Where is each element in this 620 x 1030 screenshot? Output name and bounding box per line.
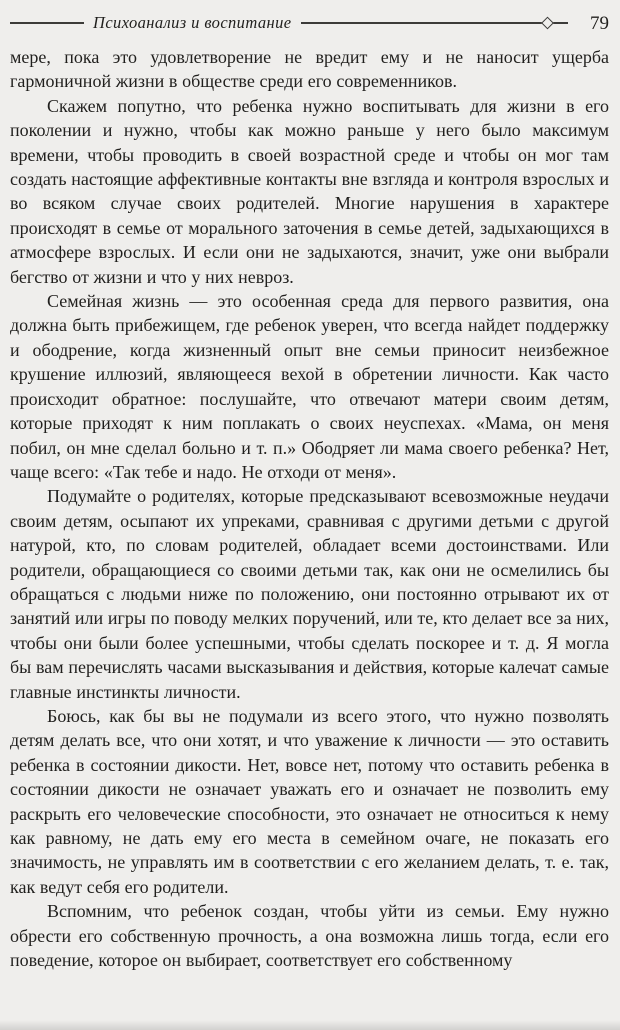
header-rule-right (301, 22, 568, 24)
running-title: Психоанализ и воспитание (93, 13, 292, 32)
paragraph: Скажем попутно, что ребенка нужно воспитывать для жизни в его поколении и нужно, чтобы как можно раньше у него было максимум времени, чтобы проводить в своей возрастной среде и чтобы он мог там создать настоящие аффективные контакты вне взгляда и контроля взрослых и во всяком случае своих родителей. Многие нарушения в характере происходят в семье от морального заточения в семье детей, задыхающихся в атмосфере взрослых. И если они не задыхаются, значит, уже они выбрали бегство от жизни и что у них невроз. (10, 95, 609, 287)
paragraph: Подумайте о родителях, которые предсказывают всевозможные неудачи своим детям, осыпают их упреками, сравнивая с другими детьми с другой натурой, кто, по словам родителей, обладает всеми достоинствами. Или родители, обращающиеся со своими детьми так, как они не осмелились бы обращаться с людьми ниже по положению, они постоянно отрывают их от занятий или игры по поводу мелких поручений, или те, кто делает все за них, чтобы они были более успешными, чтобы сделать поскорее и т. д. Я могла бы вам перечислять часами высказывания и действия, которые калечат самые главные инстинкты личности. (10, 486, 609, 702)
page-body (10, 45, 609, 972)
paragraph: Боюсь, как бы вы не подумали из всего этого, что нужно позволять детям делать все, что они хотят, и что уважение к личности — это оставить ребенка в состоянии дикости. Нет, вовсе нет, потому что оставить ребенка в состоянии дикости не означает уважать его и означает не позволить ему раскрыть его человеческие способности, это означает не относиться к нему как равному, не дать ему его места в семейном очаге, не показать его значимость, не управлять им в соответствии с его желанием делать, т. е. так, как ведут себя его родители. (10, 705, 609, 897)
page-number: 79 (590, 12, 609, 34)
paragraph: Вспомним, что ребенок создан, чтобы уйти из семьи. Ему нужно обрести его собственную прочность, а она возможна лишь тогда, если его поведение, которое он выбирает, соответствует его собственному (10, 901, 609, 971)
paragraph: Семейная жизнь — это особенная среда для первого развития, она должна быть прибежищем, где ребенок уверен, что всегда найдет поддержку и ободрение, когда жизненный опыт вне семьи приносит неизбежное крушение иллюзий, являющееся вехой в обретении личности. Как часто происходит обратное: послушайте, что отвечают матери своим детям, которые приходят к ним поплакать о своих неуспехах. «Мама, он меня побил, он мне сделал больно и т. п.» Ободряет ли мама своего ребенка? Нет, чаще всего: «Так тебе и надо. Не отходи от меня». (10, 291, 609, 482)
diamond-ornament-icon (541, 17, 554, 30)
header-rule-left (10, 22, 84, 24)
paragraph: мере, пока это удовлетворение не вредит ему и не наносит ущерба гармоничной жизни в обществе среди его современников. (10, 47, 609, 92)
running-header (10, 12, 609, 34)
